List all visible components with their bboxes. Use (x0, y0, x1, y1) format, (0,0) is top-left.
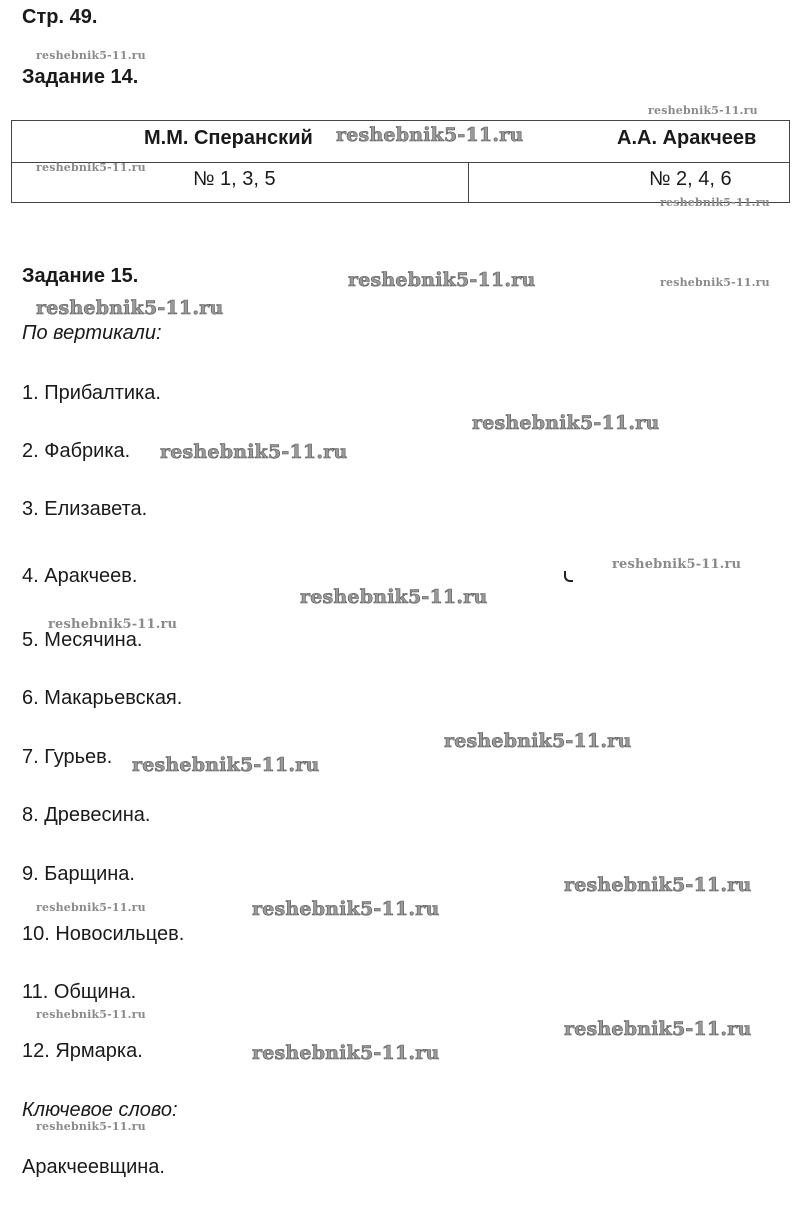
watermark: reshebnik5-11.ru (564, 874, 752, 896)
list-item: 9. Барщина. (22, 863, 135, 885)
watermark: reshebnik5-11.ru (660, 196, 770, 209)
keyword-answer: Аракчеевщина. (22, 1156, 165, 1178)
list-item: 1. Прибалтика. (22, 382, 161, 404)
watermark: reshebnik5-11.ru (660, 276, 770, 289)
list-item: 3. Елизавета. (22, 498, 148, 520)
watermark: reshebnik5-11.ru (444, 730, 632, 752)
task15-title: Задание 15. (22, 265, 139, 287)
watermark: reshebnik5-11.ru (160, 441, 348, 463)
stray-mark (564, 571, 573, 582)
list-item: 7. Гурьев. (22, 746, 113, 768)
list-item: 12. Ярмарка. (22, 1040, 143, 1062)
watermark: reshebnik5-11.ru (36, 161, 146, 174)
task14-title: Задание 14. (22, 66, 139, 88)
list-item: 5. Месячина. (22, 629, 143, 651)
watermark: reshebnik5-11.ru (36, 1120, 146, 1133)
list-item: 10. Новосильцев. (22, 923, 185, 945)
watermark: reshebnik5-11.ru (564, 1018, 752, 1040)
watermark: reshebnik5-11.ru (132, 754, 320, 776)
watermark: reshebnik5-11.ru (36, 49, 146, 62)
watermark: reshebnik5-11.ru (612, 557, 742, 572)
list-item: 2. Фабрика. (22, 440, 131, 462)
list-item: 6. Макарьевская. (22, 687, 183, 709)
watermark: reshebnik5-11.ru (36, 297, 224, 319)
watermark: reshebnik5-11.ru (36, 1008, 146, 1021)
page-number: Стр. 49. (22, 6, 98, 28)
watermark: reshebnik5-11.ru (472, 412, 660, 434)
watermark: reshebnik5-11.ru (336, 124, 524, 146)
list-item: 11. Община. (22, 981, 137, 1003)
table-header-arakcheev: А.А. Аракчеев (617, 127, 757, 149)
table-column-divider (468, 162, 469, 202)
watermark: reshebnik5-11.ru (300, 586, 488, 608)
list-item: 4. Аракчеев. (22, 565, 138, 587)
table-cell-speransky-numbers: № 1, 3, 5 (193, 168, 276, 190)
keyword-label: Ключевое слово: (22, 1099, 178, 1121)
list-item: 8. Древесина. (22, 804, 151, 826)
watermark: reshebnik5-11.ru (348, 269, 536, 291)
watermark: reshebnik5-11.ru (36, 901, 146, 914)
table-header-speransky: М.М. Сперанский (144, 127, 313, 149)
watermark: reshebnik5-11.ru (252, 1042, 440, 1064)
watermark: reshebnik5-11.ru (252, 898, 440, 920)
watermark: reshebnik5-11.ru (648, 104, 758, 117)
table-cell-arakcheev-numbers: № 2, 4, 6 (649, 168, 732, 190)
vertical-label: По вертикали: (22, 322, 162, 344)
watermark: reshebnik5-11.ru (48, 617, 178, 632)
